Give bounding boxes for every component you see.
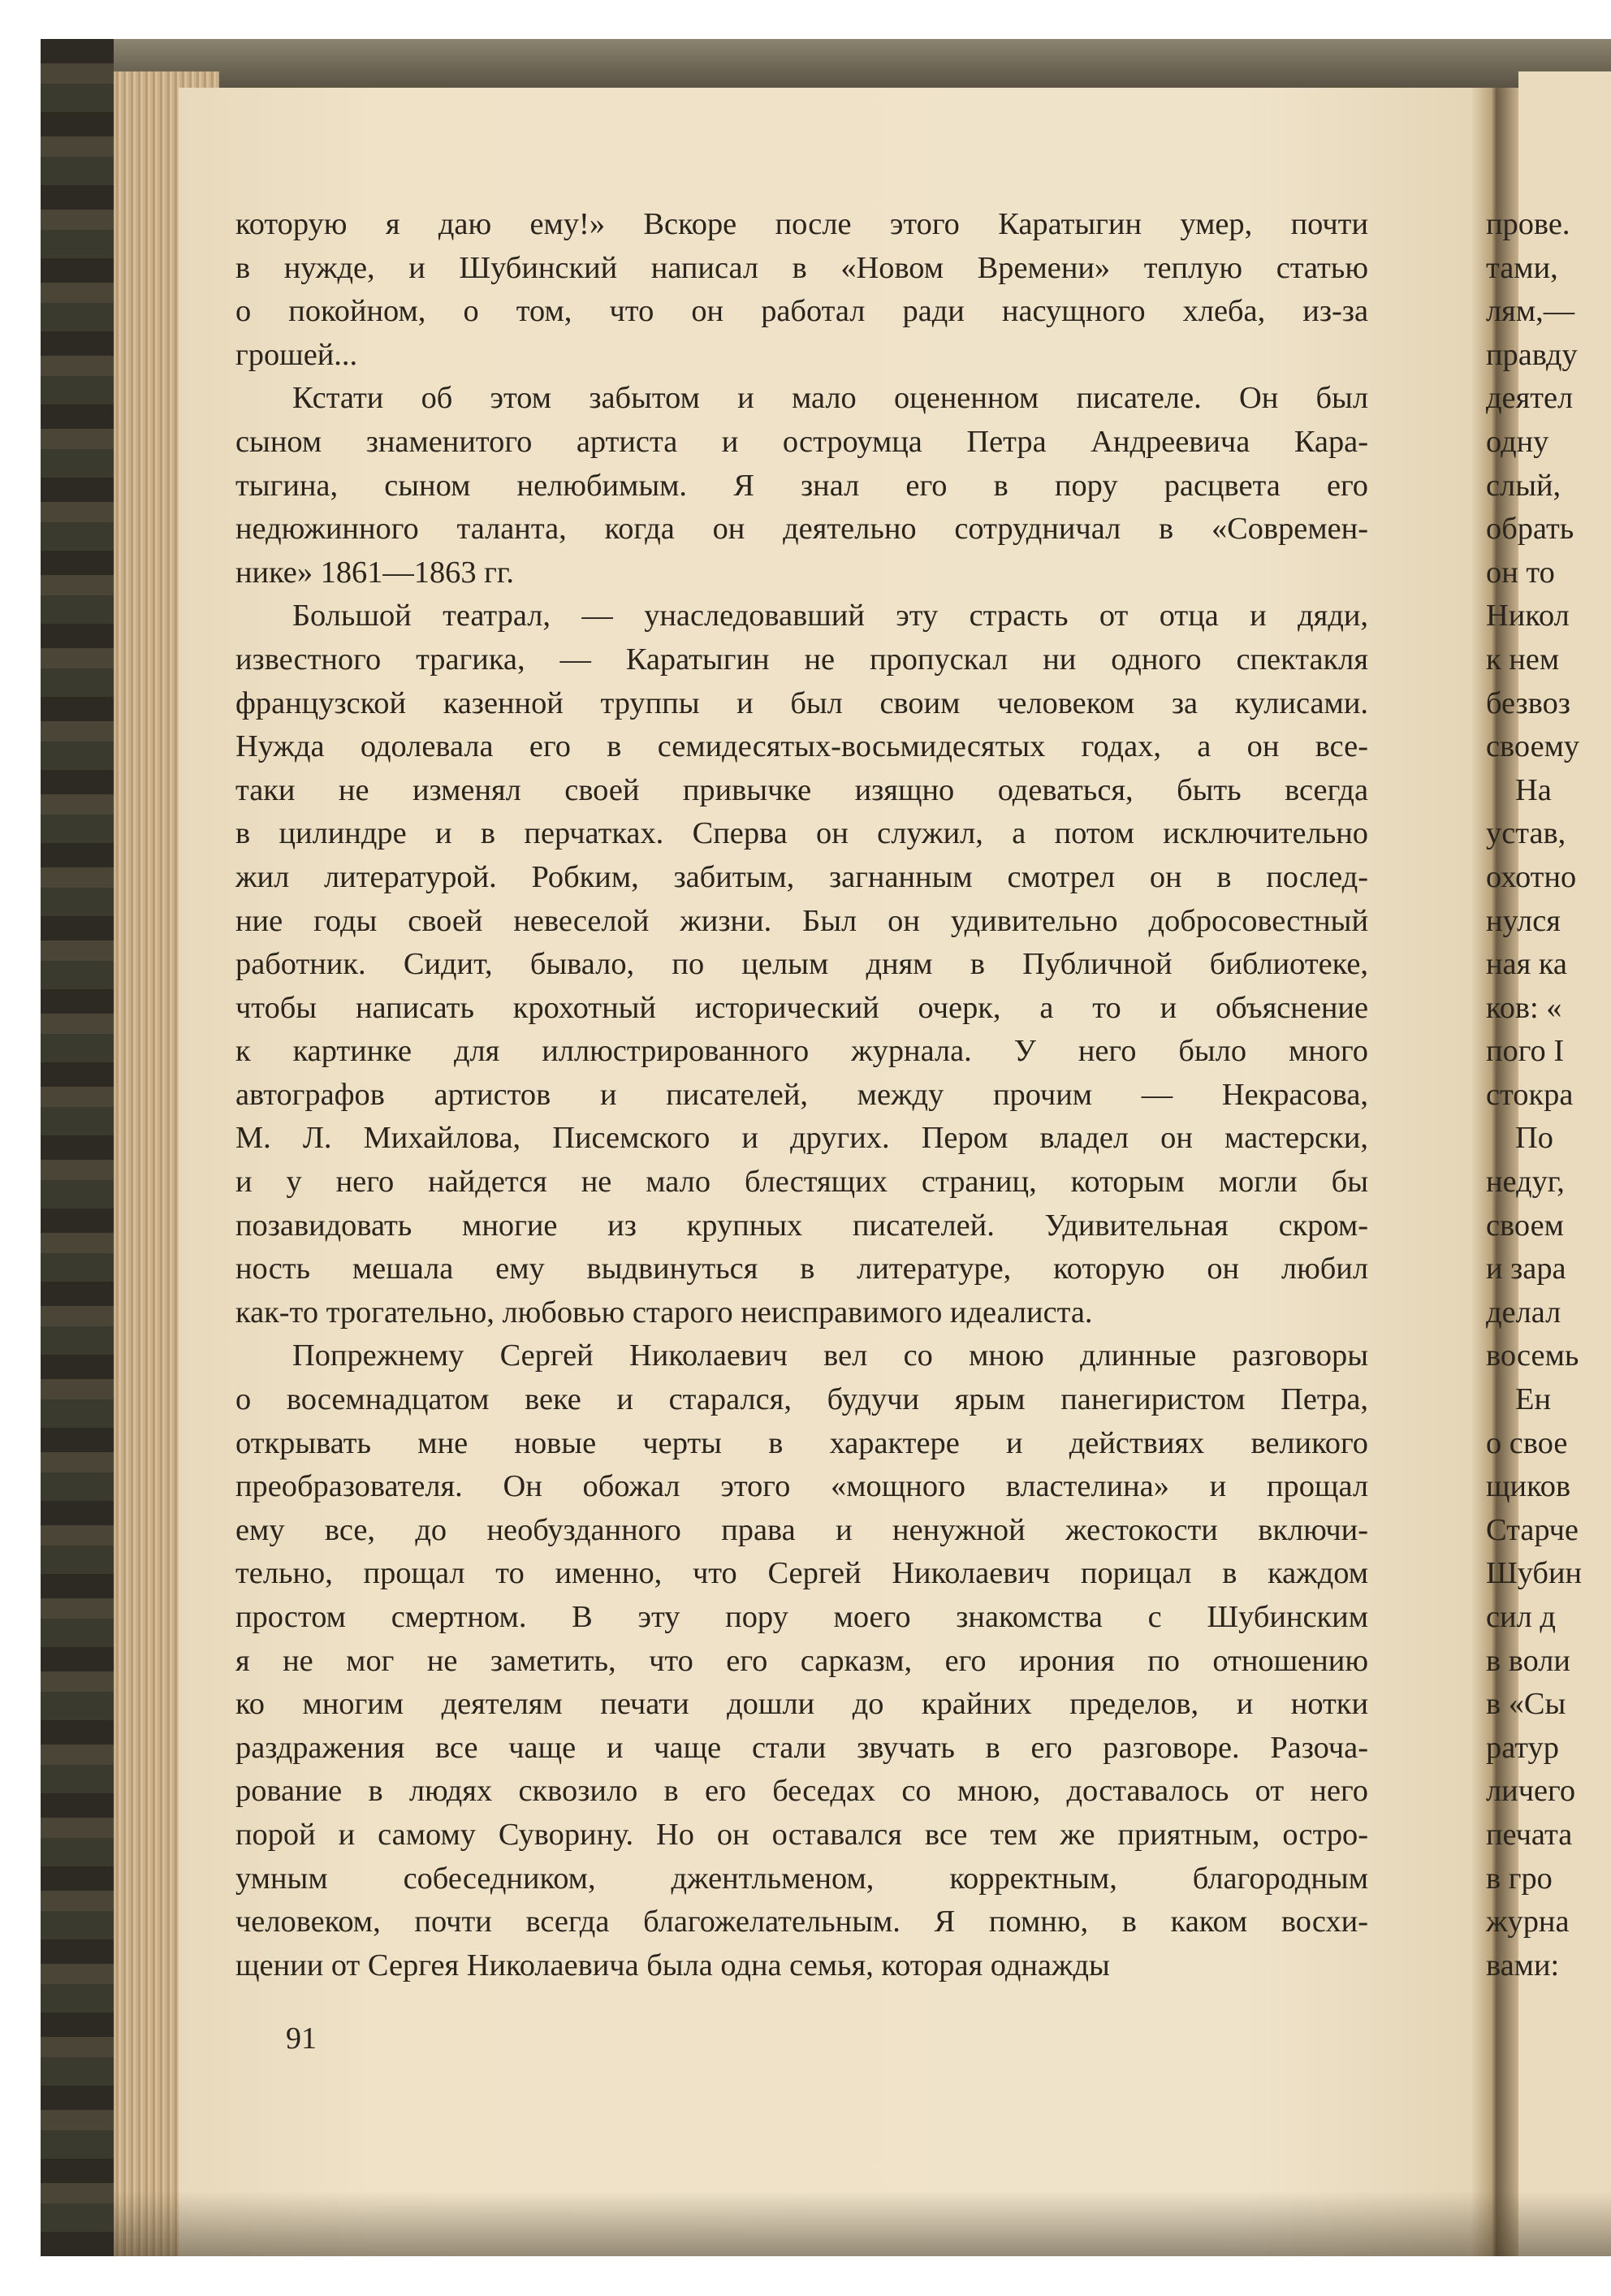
next-page-line: слый, xyxy=(1486,468,1561,503)
next-page-line: охотно xyxy=(1486,859,1577,894)
book-binding xyxy=(41,39,114,2256)
text-line: автографов артистов и писателей, между прочим — Некрасова, xyxy=(235,1077,1368,1112)
text-line: ность мешала ему выдвинуться в литературе, которую он любил xyxy=(235,1252,1368,1286)
text-line: тельно, прощал то именно, что Сергей Николаевич порицал в каждом xyxy=(235,1556,1368,1591)
next-page-line: одну xyxy=(1486,424,1549,459)
text-line: рование в людях сквозило в его беседах со мною, доставалось от него xyxy=(235,1774,1368,1809)
next-page-line: нулся xyxy=(1486,903,1561,938)
text-line: к картинке для иллюстрированного журнала. У него было много xyxy=(235,1034,1368,1069)
next-page-line: Старче xyxy=(1486,1512,1579,1547)
text-line: позавидовать многие из крупных писателей. Удивительная скром- xyxy=(235,1208,1368,1243)
next-page-line: он то xyxy=(1486,555,1555,590)
text-line: в нужде, и Шубинский написал в «Новом Времени» теплую статью xyxy=(235,250,1368,285)
text-line: раздражения все чаще и чаще стали звучать в его разговоре. Разоча- xyxy=(235,1730,1368,1765)
text-line: Попрежнему Сергей Николаевич вел со мною длинные разговоры xyxy=(292,1338,1368,1373)
text-line: умным собеседником, джентльменом, корректным, благородным xyxy=(235,1861,1368,1896)
next-page-line: ков: « xyxy=(1486,990,1562,1025)
next-page-line: тами, xyxy=(1486,250,1558,285)
text-line: преобразователя. Он обожал этого «мощного властелина» и прощал xyxy=(235,1469,1368,1504)
text-line: французской казенной труппы и был своим человеком за кулисами. xyxy=(235,685,1368,720)
text-line: известного трагика, — Каратыгин не пропускал ни одного спектакля xyxy=(235,642,1368,677)
next-page-line: Ен xyxy=(1515,1382,1551,1417)
text-line: таки не изменял своей привычке изящно одеваться, быть всегда xyxy=(235,772,1368,807)
next-page-text xyxy=(1486,203,1583,1987)
next-page-line: в гро xyxy=(1486,1861,1553,1896)
text-line: простом смертном. В эту пору моего знакомства с Шубинским xyxy=(235,1600,1368,1634)
next-page-line: к нем xyxy=(1486,642,1560,677)
page-text xyxy=(235,203,1368,1987)
next-page-line: в «Сы xyxy=(1486,1687,1566,1722)
next-page-line: Шубин xyxy=(1486,1556,1583,1591)
next-page-line: безвоз xyxy=(1486,685,1570,720)
next-page-line: сил д xyxy=(1486,1600,1556,1634)
text-line: в цилиндре и в перчатках. Сперва он служил, а потом исключительно xyxy=(235,816,1368,851)
next-page-line: вами: xyxy=(1486,1948,1560,1983)
next-page-line: правду xyxy=(1486,337,1578,372)
next-page-line: Никол xyxy=(1486,599,1570,633)
text-line: я не мог не заметить, что его сарказм, его ирония по отношению xyxy=(235,1643,1368,1678)
text-line: работник. Сидит, бывало, по целым дням в Публичной библиотеке, xyxy=(235,947,1368,982)
next-page-line: ная ка xyxy=(1486,947,1567,982)
bottom-shadow xyxy=(114,2191,1611,2256)
next-page-line: прове. xyxy=(1486,207,1570,241)
text-line: жил литературой. Робким, забитым, загнанным смотрел он в послед- xyxy=(235,859,1368,894)
text-line: ние годы своей невеселой жизни. Был он удивительно добросовестный xyxy=(235,903,1368,938)
text-line: недюжинного таланта, когда он деятельно сотрудничал в «Современ- xyxy=(235,512,1368,547)
next-page-line: На xyxy=(1515,772,1552,807)
text-line: и у него найдется не мало блестящих страниц, которым могли бы xyxy=(235,1165,1368,1200)
text-line: ко многим деятелям печати дошли до крайних пределов, и нотки xyxy=(235,1687,1368,1722)
text-line: чтобы написать крохотный исторический очерк, а то и объяснение xyxy=(235,990,1368,1025)
next-page-line: восемь xyxy=(1486,1338,1579,1373)
page-number: 91 xyxy=(286,2021,317,2056)
text-line: нике» 1861—1863 гг. xyxy=(235,555,514,590)
next-page-line: По xyxy=(1515,1121,1553,1156)
text-line: ему все, до необузданного права и ненужной жестокости включи- xyxy=(235,1512,1368,1547)
text-line: тыгина, сыном нелюбимым. Я знал его в пору расцвета его xyxy=(235,468,1368,503)
next-page-line: и зара xyxy=(1486,1252,1566,1286)
next-page-line: в воли xyxy=(1486,1643,1570,1678)
next-page-line: щиков xyxy=(1486,1469,1571,1504)
text-line: человеком, почти всегда благожелательным. Я помню, в каком восхи- xyxy=(235,1905,1368,1939)
next-page-line: своему xyxy=(1486,729,1580,764)
text-line: которую я даю ему!» Вскоре после этого Каратыгин умер, почти xyxy=(235,207,1368,241)
next-page-line: своем xyxy=(1486,1208,1564,1243)
text-line: грошей... xyxy=(235,337,358,372)
next-page-line: стокра xyxy=(1486,1077,1574,1112)
cover-top-edge xyxy=(114,39,1611,88)
text-line: порой и самому Суворину. Но он оставался все тем же приятным, остро- xyxy=(235,1817,1368,1852)
text-line: Нужда одолевала его в семидесятых-восьмидесятых годах, а он все- xyxy=(235,729,1368,764)
text-line: сыном знаменитого артиста и остроумца Петра Андреевича Кара- xyxy=(235,424,1368,459)
text-line: открывать мне новые черты в характере и действиях великого xyxy=(235,1425,1368,1460)
next-page-line: деятел xyxy=(1486,381,1574,416)
text-line: как-то трогательно, любовью старого неисправимого идеалиста. xyxy=(235,1295,1093,1330)
next-page-line: пого I xyxy=(1486,1034,1565,1069)
next-page-line: ратур xyxy=(1486,1730,1559,1765)
text-line: о восемнадцатом веке и старался, будучи ярым панегиристом Петра, xyxy=(235,1382,1368,1417)
text-line: М. Л. Михайлова, Писемского и других. Пером владел он мастерски, xyxy=(235,1121,1368,1156)
text-line: о покойном, о том, что он работал ради насущного хлеба, из-за xyxy=(235,294,1368,329)
next-page-line: делал xyxy=(1486,1295,1561,1330)
text-line: Большой театрал, — унаследовавший эту страсть от отца и дяди, xyxy=(292,599,1368,633)
next-page-line: печата xyxy=(1486,1817,1573,1852)
next-page-line: устав, xyxy=(1486,816,1566,851)
next-page-line: обрать xyxy=(1486,512,1574,547)
text-line: Кстати об этом забытом и мало оцененном писателе. Он был xyxy=(292,381,1368,416)
next-page-line: личего xyxy=(1486,1774,1576,1809)
text-line: щении от Сергея Николаевича была одна семья, которая однажды xyxy=(235,1948,1110,1983)
next-page-line: недуг, xyxy=(1486,1165,1565,1200)
next-page-line: журна xyxy=(1486,1905,1570,1939)
next-page-line: о свое xyxy=(1486,1425,1568,1460)
next-page-line: лям,— xyxy=(1486,294,1575,329)
